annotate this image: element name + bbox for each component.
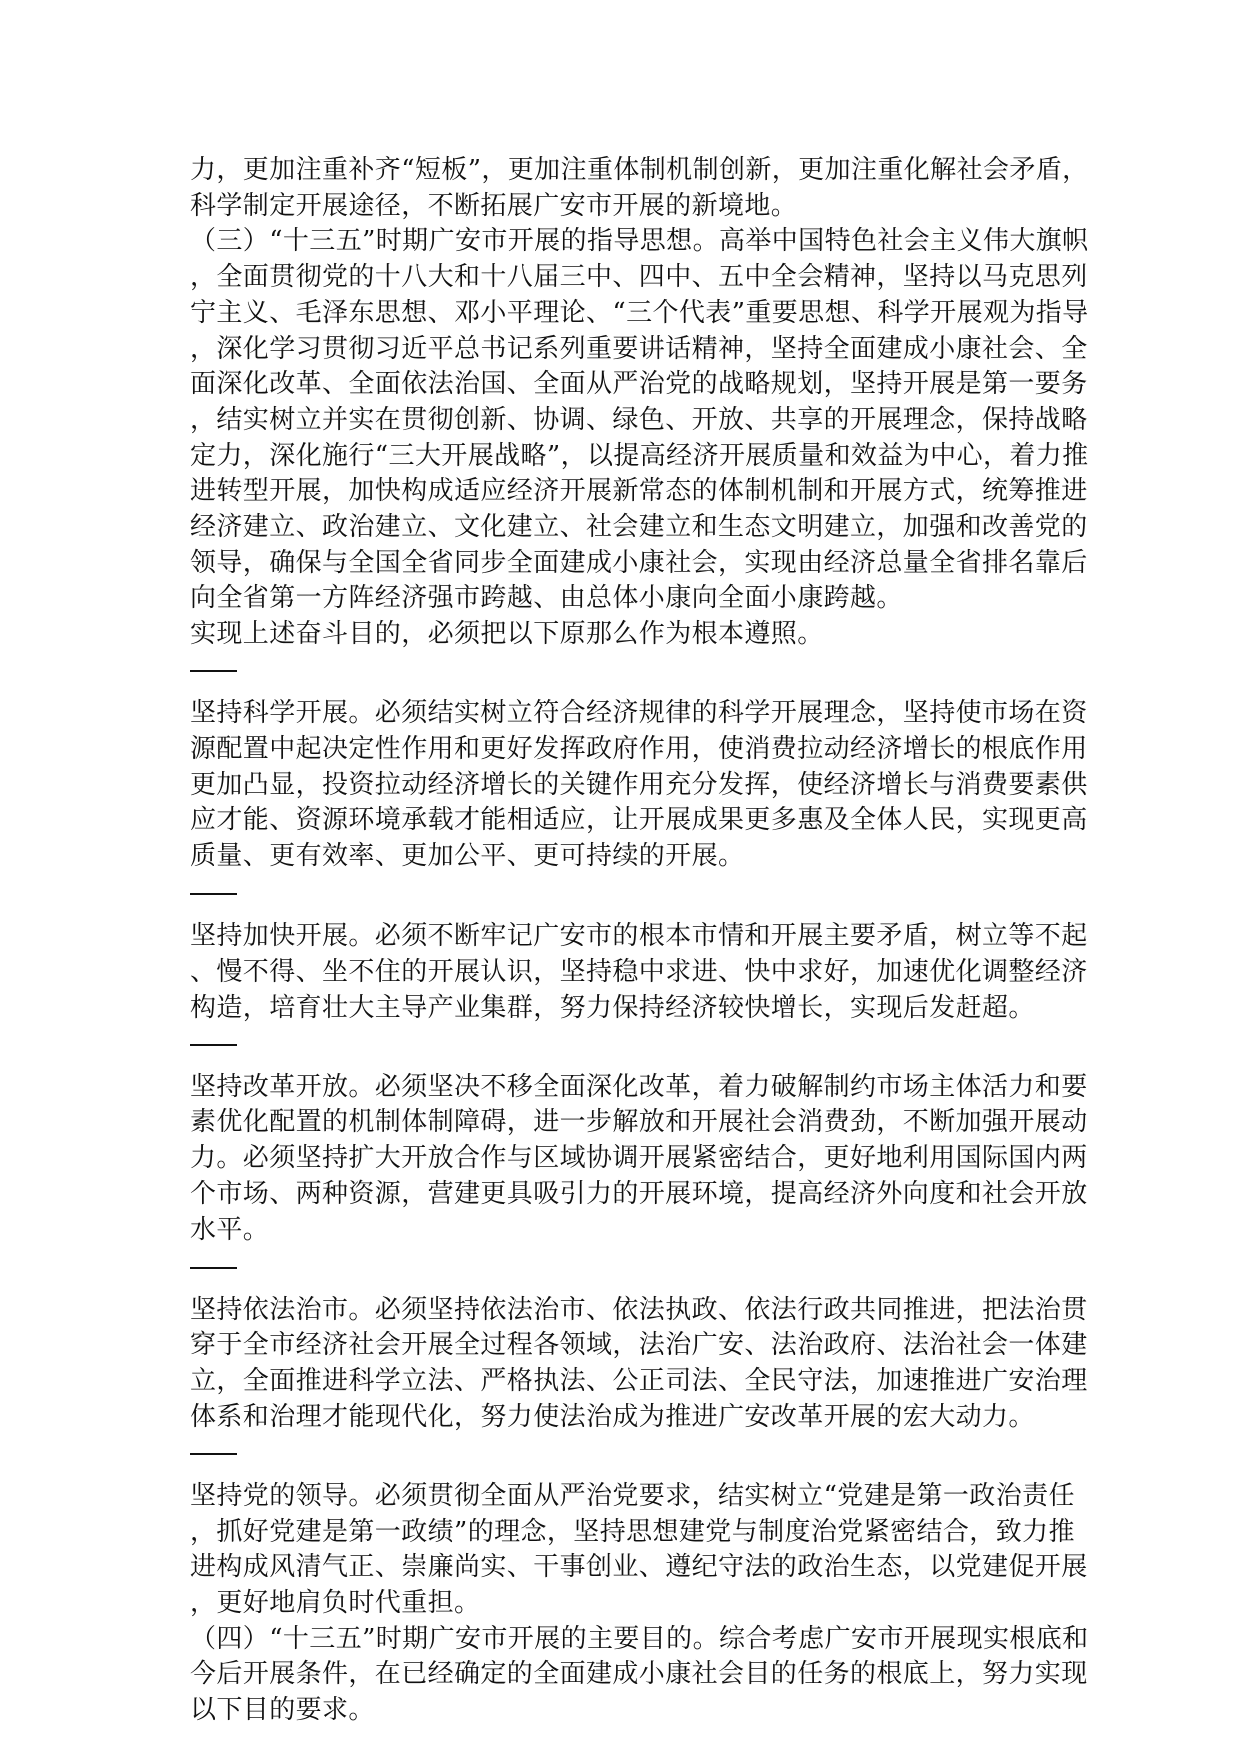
text-line: 进构成风清气正、崇廉尚实、干事创业、遵纪守法的政治生态，以党建促开展: [190, 1552, 1088, 1582]
text-line: 向全省第一方阵经济强市跨越、由总体小康向全面小康跨越。: [190, 583, 903, 613]
text-line: 源配置中起决定性作用和更好发挥政府作用，使消费拉动经济增长的根底作用: [190, 734, 1088, 764]
text-line: 更加凸显，投资拉动经济增长的关键作用充分发挥，使经济增长与消费要素供: [190, 770, 1088, 800]
text-line: 构造，培育壮大主导产业集群，努力保持经济较快增长，实现后发赶超。: [190, 993, 1035, 1023]
section-divider: [190, 1453, 237, 1455]
text-line: （四）“十三五”时期广安市开展的主要目的。综合考虑广安市开展现实根底和: [190, 1624, 1089, 1654]
text-line: 水平。: [190, 1215, 270, 1245]
section-divider: [190, 1267, 237, 1269]
text-line: 力，更加注重补齐“短板”，更加注重体制机制创新，更加注重化解社会矛盾，: [190, 155, 1089, 185]
text-line: 经济建立、政治建立、文化建立、社会建立和生态文明建立，加强和改善党的: [190, 512, 1088, 542]
text-line: （三）“十三五”时期广安市开展的指导思想。高举中国特色社会主义伟大旗帜: [190, 226, 1089, 256]
text-line: 坚持加快开展。必须不断牢记广安市的根本市情和开展主要矛盾，树立等不起: [190, 921, 1088, 951]
section-divider: [190, 1044, 237, 1046]
text-line: ，抓好党建是第一政绩”的理念，坚持思想建党与制度治党紧密结合，致力推: [190, 1517, 1075, 1547]
text-line: 科学制定开展途径，不断拓展广安市开展的新境地。: [190, 191, 798, 221]
text-line: 坚持改革开放。必须坚决不移全面深化改革，着力破解制约市场主体活力和要: [190, 1072, 1088, 1102]
text-line: 素优化配置的机制体制障碍，进一步解放和开展社会消费劲，不断加强开展动: [190, 1107, 1088, 1137]
text-line: 实现上述奋斗目的，必须把以下原那么作为根本遵照。: [190, 619, 824, 649]
text-line: ，结实树立并实在贯彻创新、协调、绿色、开放、共享的开展理念，保持战略: [190, 405, 1088, 435]
text-line: 坚持依法治市。必须坚持依法治市、依法执政、依法行政共同推进，把法治贯: [190, 1295, 1088, 1325]
text-line: 宁主义、毛泽东思想、邓小平理论、“三个代表”重要思想、科学开展观为指导: [190, 298, 1089, 328]
text-line: 定力，深化施行“三大开展战略”，以提高经济开展质量和效益为中心，着力推: [190, 441, 1089, 471]
text-line: ，深化学习贯彻习近平总书记系列重要讲话精神，坚持全面建成小康社会、全: [190, 334, 1088, 364]
text-line: 质量、更有效率、更加公平、更可持续的开展。: [190, 841, 745, 871]
text-line: 坚持科学开展。必须结实树立符合经济规律的科学开展理念，坚持使市场在资: [190, 698, 1088, 728]
text-line: 穿于全市经济社会开展全过程各领域，法治广安、法治政府、法治社会一体建: [190, 1330, 1088, 1360]
text-line: 应才能、资源环境承载才能相适应，让开展成果更多惠及全体人民，实现更高: [190, 805, 1088, 835]
text-line: ，更好地肩负时代重担。: [190, 1588, 481, 1618]
text-line: 领导，确保与全国全省同步全面建成小康社会，实现由经济总量全省排名靠后: [190, 548, 1088, 578]
section-divider: [190, 670, 237, 672]
text-line: 以下目的要求。: [190, 1695, 375, 1725]
section-divider: [190, 893, 237, 895]
text-line: 进转型开展，加快构成适应经济开展新常态的体制机制和开展方式，统筹推进: [190, 476, 1088, 506]
text-line: ，全面贯彻党的十八大和十八届三中、四中、五中全会精神，坚持以马克思列: [190, 262, 1088, 292]
text-line: 、慢不得、坐不住的开展认识，坚持稳中求进、快中求好，加速优化调整经济: [190, 957, 1088, 987]
text-line: 个市场、两种资源，营建更具吸引力的开展环境，提高经济外向度和社会开放: [190, 1179, 1088, 1209]
text-line: 体系和治理才能现代化，努力使法治成为推进广安改革开展的宏大动力。: [190, 1402, 1035, 1432]
text-line: 坚持党的领导。必须贯彻全面从严治党要求，结实树立“党建是第一政治责任: [190, 1481, 1075, 1511]
text-line: 立，全面推进科学立法、严格执法、公正司法、全民守法，加速推进广安治理: [190, 1366, 1088, 1396]
text-line: 今后开展条件，在已经确定的全面建成小康社会目的任务的根底上，努力实现: [190, 1659, 1088, 1689]
text-line: 面深化改革、全面依法治国、全面从严治党的战略规划，坚持开展是第一要务: [190, 369, 1088, 399]
text-line: 力。必须坚持扩大开放合作与区域协调开展紧密结合，更好地利用国际国内两: [190, 1143, 1088, 1173]
